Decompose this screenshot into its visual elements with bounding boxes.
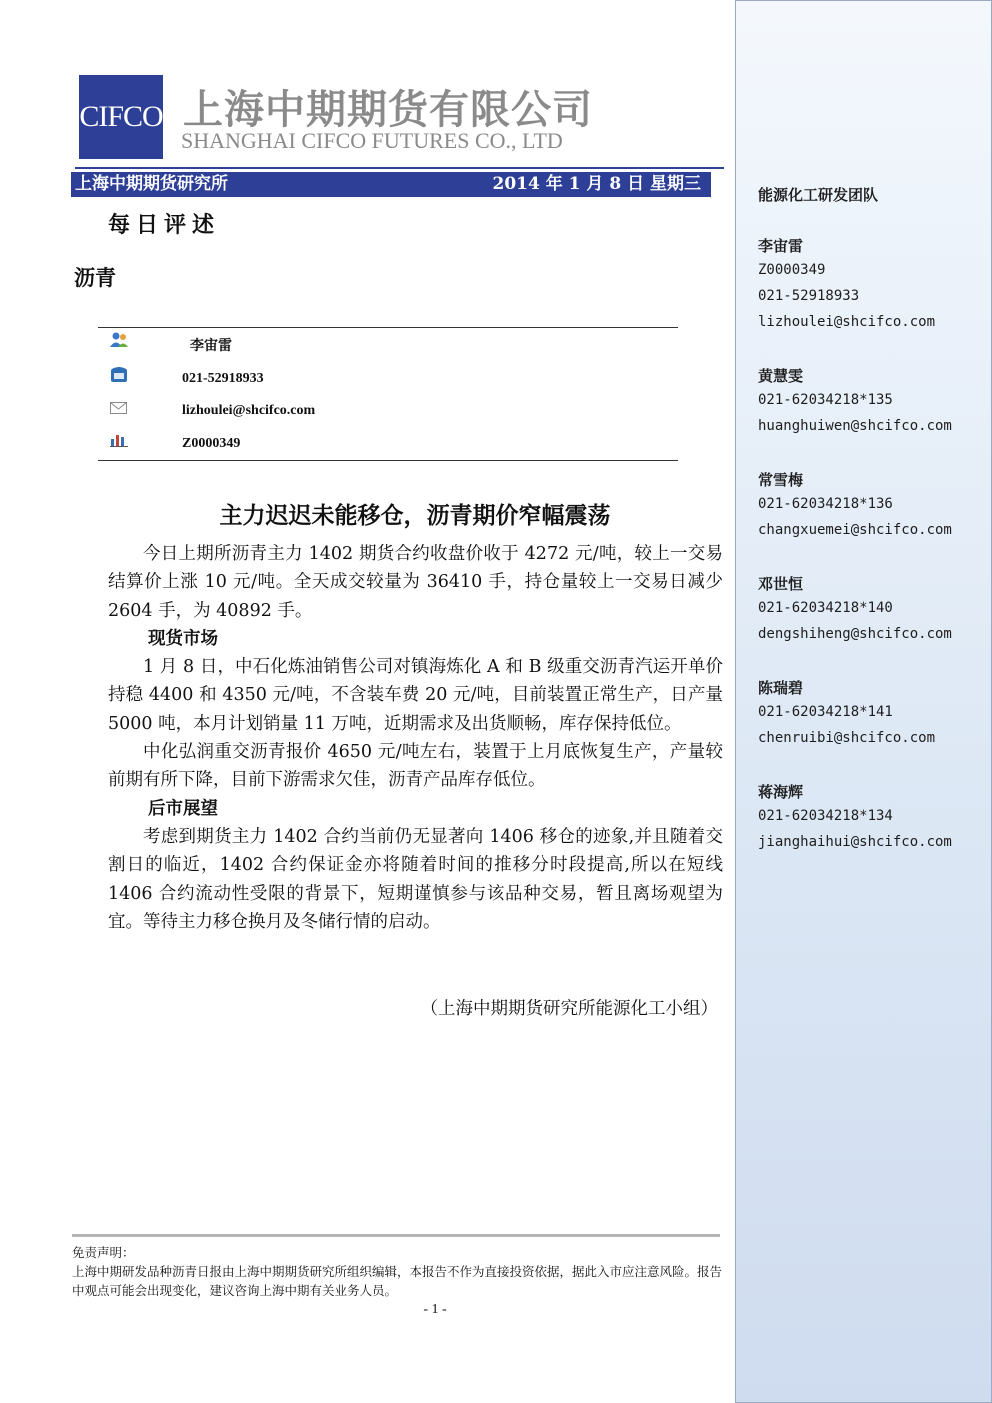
member-phone: 021-62034218*140 [758,600,893,616]
analyst-cert: Z0000349 [182,436,241,451]
article-headline: 主力迟迟未能移仓，沥青期价窄幅震荡 [219,502,611,529]
analyst-name: 李宙雷 [190,339,232,354]
phone-icon [109,367,129,383]
company-name-cn: 上海中期期货有限公司 [183,87,593,133]
member-email[interactable]: chenruibi@shcifco.com [758,730,936,746]
member-email[interactable]: jianghaihui@shcifco.com [758,834,952,850]
report-date: 2014 年 1 月 8 日 星期三 [492,174,701,194]
header-divider [75,167,724,169]
contact-bottom-divider [98,460,678,461]
paragraph: 1 月 8 日，中石化炼油销售公司对镇海炼化 A 和 B 级重交沥青汽运开单价持稳 4400 和 4350 元/吨，不含装车费 20 元/吨，目前装置正常生产，日产量 5000 吨，本月计划销量 11 万吨，近期需求及出货顺畅，库存保持低位。 [108,657,723,734]
person-icon [109,331,129,347]
member-email[interactable]: changxuemei@shcifco.com [758,522,952,538]
member-phone: 021-62034218*135 [758,392,893,408]
member-email[interactable]: huanghuiwen@shcifco.com [758,418,952,434]
analyst-phone: 021-52918933 [182,371,264,386]
footer-divider [72,1234,720,1237]
member-name: 常雪梅 [758,471,804,489]
header-bar [71,172,711,197]
company-logo: CIFCO [79,75,163,159]
team-title: 能源化工研发团队 [758,186,879,204]
section-title: 每日评述 [108,212,221,238]
member-cert: Z0000349 [758,262,826,278]
member-name: 李宙雷 [758,237,804,255]
member-phone: 021-62034218*141 [758,704,893,720]
member-phone: 021-62034218*134 [758,808,893,824]
member-name: 黄慧雯 [758,367,804,385]
member-name: 邓世恒 [758,575,804,593]
category-title: 沥青 [74,265,116,290]
disclaimer [72,1243,722,1300]
paragraph: 今日上期所沥青主力 1402 期货合约收盘价收于 4272 元/吨，较上一交易结算价上涨 10 元/吨。全天成交较量为 36410 手，持仓量较上一交易日减少 2604 手，为 40892 手。 [108,544,723,621]
chart-icon [109,431,129,447]
member-phone: 021-62034218*136 [758,496,893,512]
mail-icon [109,400,129,416]
member-phone: 021-52918933 [758,288,860,304]
contact-sidebar [735,0,992,1403]
member-email[interactable]: lizhoulei@shcifco.com [758,314,936,330]
disclaimer-text: 上海中期研发品种沥青日报由上海中期期货研究所组织编辑，本报告不作为直接投资依据，据此入市应注意风险。报告中观点可能会出现变化，建议咨询上海中期有关业务人员。 [72,1264,723,1298]
member-name: 陈瑞碧 [758,679,804,697]
member-email[interactable]: dengshiheng@shcifco.com [758,626,952,642]
subheading: 现货市场 [148,628,218,649]
paragraph: 中化弘润重交沥青报价 4650 元/吨左右，装置于上月底恢复生产，产量较前期有所下降，目前下游需求欠佳，沥青产品库存低位。 [108,742,723,791]
contact-top-divider [98,327,678,328]
member-name: 蒋海辉 [758,783,804,801]
analyst-email[interactable]: lizhoulei@shcifco.com [182,403,316,418]
subheading: 后市展望 [148,798,218,819]
article-signoff: （上海中期期货研究所能源化工小组） [420,999,718,1019]
page-number: - 1 - [423,1302,447,1317]
company-name-en: SHANGHAI CIFCO FUTURES CO., LTD [181,128,563,153]
paragraph: 考虑到期货主力 1402 合约当前仍无显著向 1406 移仓的迹象,并且随着交割日的临近，1402 合约保证金亦将随着时间的推移分时段提高,所以在短线 1406 合约流动性受限的背景下，短期谨慎参与该品种交易，暂且离场观望为宜。等待主力移仓换月及冬储行情的启动。 [108,826,723,932]
article-body [108,540,723,936]
institute-name: 上海中期期货研究所 [75,174,228,194]
disclaimer-title: 免责声明： [72,1245,135,1260]
